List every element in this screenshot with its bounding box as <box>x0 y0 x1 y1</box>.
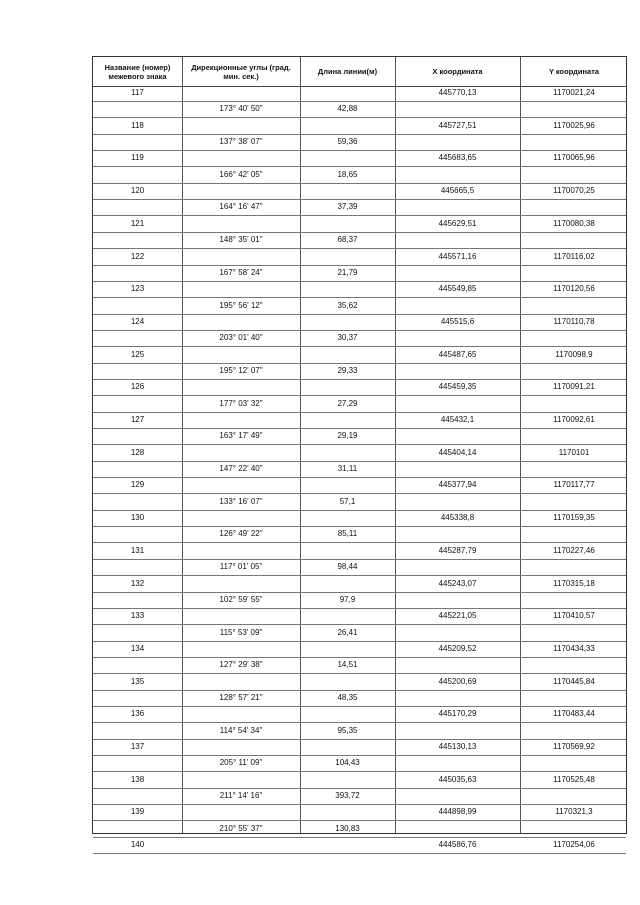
point-name: 131 <box>130 545 145 555</box>
row-divider <box>93 706 626 707</box>
segment-angle: 148° 35' 01" <box>219 235 263 245</box>
row-divider <box>93 346 626 347</box>
segment-length: 27,29 <box>337 398 358 408</box>
segment-angle: 166° 42' 05" <box>219 169 263 179</box>
segment-length: 26,41 <box>337 627 358 637</box>
point-y: 1170025,96 <box>553 120 595 130</box>
segment-angle: 126° 49' 22" <box>219 529 263 539</box>
point-y: 1170098,9 <box>555 349 593 359</box>
point-x: 445338,8 <box>440 513 475 523</box>
point-x: 445629,51 <box>438 218 477 228</box>
segment-angle: 115° 53' 09" <box>219 627 263 637</box>
row-divider <box>93 444 626 445</box>
point-y: 1170116,02 <box>553 251 595 261</box>
point-y: 1170110,78 <box>553 316 595 326</box>
row-divider <box>93 690 626 691</box>
row-divider <box>93 183 626 184</box>
row-divider <box>93 101 626 102</box>
point-y: 1170091,21 <box>553 382 595 392</box>
row-divider <box>93 820 626 821</box>
segment-length: 37,39 <box>337 202 358 212</box>
point-name: 119 <box>131 153 144 163</box>
row-divider <box>93 559 626 560</box>
point-y: 1170080,38 <box>553 218 595 228</box>
segment-angle: 195° 56' 12" <box>219 300 263 310</box>
point-name: 140 <box>130 840 145 850</box>
row-divider <box>93 755 626 756</box>
header-angle: Дирекционные углы (град. мин. сек.) <box>191 62 291 81</box>
row-divider <box>93 575 626 576</box>
row-divider <box>93 117 626 118</box>
segment-length: 42,88 <box>337 104 358 114</box>
segment-angle: 210° 55' 37" <box>219 823 263 833</box>
segment-angle: 137° 38' 07" <box>219 137 263 147</box>
row-divider <box>93 461 626 462</box>
segment-angle: 117° 01' 05" <box>219 562 263 572</box>
segment-length: 48,35 <box>337 692 358 702</box>
point-y: 1170445,84 <box>553 676 595 686</box>
row-divider <box>93 837 626 838</box>
segment-length: 35,62 <box>337 300 358 310</box>
point-x: 445487,65 <box>438 349 477 359</box>
point-x: 445683,65 <box>438 153 477 163</box>
row-divider <box>93 722 626 723</box>
point-name: 130 <box>130 513 145 523</box>
point-y: 1170021,24 <box>553 88 595 97</box>
segment-length: 21,79 <box>337 267 358 277</box>
segment-angle: 114° 54' 34" <box>219 725 263 735</box>
point-name: 127 <box>130 415 145 424</box>
point-y: 1170410,57 <box>553 611 595 621</box>
point-y: 1170070,25 <box>553 186 595 196</box>
segment-angle: 128° 57' 21" <box>219 692 263 702</box>
row-divider <box>93 265 626 266</box>
point-y: 1170120,56 <box>553 284 595 294</box>
point-name: 139 <box>130 807 145 817</box>
point-y: 1170117,77 <box>553 480 595 490</box>
row-divider <box>93 493 626 494</box>
point-name: 122 <box>130 251 145 261</box>
point-x: 444898,99 <box>438 807 477 817</box>
point-name: 125 <box>130 349 145 359</box>
segment-angle: 133° 16' 07" <box>219 496 263 506</box>
point-y: 1170159,35 <box>553 513 595 523</box>
row-divider <box>93 330 626 331</box>
row-divider <box>93 281 626 282</box>
row-divider <box>93 232 626 233</box>
point-name: 135 <box>130 676 145 686</box>
row-divider <box>93 428 626 429</box>
row-divider <box>93 379 626 380</box>
point-name: 129 <box>130 480 145 490</box>
segment-length: 97,9 <box>339 594 356 604</box>
point-x: 445515,6 <box>440 316 475 326</box>
point-name: 121 <box>130 218 145 228</box>
segment-length: 85,11 <box>337 529 358 539</box>
row-divider <box>93 771 626 772</box>
point-name: 137 <box>130 742 145 751</box>
point-name: 120 <box>130 186 145 196</box>
point-y: 1170092,61 <box>553 415 595 424</box>
segment-length: 59,36 <box>337 137 358 147</box>
row-divider <box>93 739 626 740</box>
header-name: Название (номер) межевого знака <box>104 62 171 81</box>
point-y: 1170315,18 <box>553 578 595 588</box>
point-x: 445770,13 <box>438 88 477 97</box>
segment-length: 57,1 <box>339 496 356 506</box>
point-y: 1170227,46 <box>553 545 595 555</box>
header-x: X координата <box>432 67 483 76</box>
point-name: 117 <box>131 88 144 97</box>
row-divider <box>93 624 626 625</box>
row-divider <box>93 199 626 200</box>
point-x: 444586,76 <box>438 840 477 850</box>
segment-angle: 163° 17' 49" <box>219 431 263 441</box>
header-y: Y координата <box>548 67 600 76</box>
point-x: 445243,07 <box>438 578 477 588</box>
point-name: 132 <box>130 578 145 588</box>
point-name: 133 <box>130 611 145 621</box>
row-divider <box>93 134 626 135</box>
point-x: 445549,85 <box>438 284 477 294</box>
point-x: 445035,63 <box>438 774 477 784</box>
point-name: 118 <box>131 120 144 130</box>
row-divider <box>93 297 626 298</box>
row-divider <box>93 314 626 315</box>
row-divider <box>93 788 626 789</box>
header-length: Длина линии(м) <box>317 67 378 76</box>
row-divider <box>93 542 626 543</box>
row-divider <box>93 166 626 167</box>
row-divider <box>93 592 626 593</box>
row-divider <box>93 657 626 658</box>
row-divider <box>93 412 626 413</box>
coordinates-table <box>92 56 627 850</box>
point-name: 138 <box>130 774 145 784</box>
point-x: 445209,52 <box>438 643 477 653</box>
table-body <box>93 57 626 850</box>
segment-length: 130,83 <box>335 823 360 833</box>
segment-length: 68,37 <box>337 235 358 245</box>
point-y: 1170254,06 <box>553 840 595 850</box>
point-y: 1170101 <box>558 447 590 457</box>
segment-angle: 195° 12' 07" <box>219 365 263 375</box>
segment-angle: 177° 03' 32" <box>219 398 263 408</box>
row-divider <box>93 150 626 151</box>
segment-length: 29,33 <box>337 365 358 375</box>
row-divider <box>93 853 626 854</box>
segment-angle: 173° 40' 50" <box>219 104 263 114</box>
row-divider <box>93 673 626 674</box>
point-y: 1170525,48 <box>553 774 595 784</box>
segment-angle: 203° 01' 40" <box>219 333 263 343</box>
segment-length: 29,19 <box>337 431 358 441</box>
point-x: 445432,1 <box>440 415 475 424</box>
row-divider <box>93 215 626 216</box>
segment-length: 18,65 <box>337 169 358 179</box>
point-y: 1170065,96 <box>553 153 595 163</box>
point-x: 445170,29 <box>438 709 477 719</box>
segment-length: 98,44 <box>337 562 358 572</box>
point-y: 1170483,44 <box>553 709 595 719</box>
point-x: 445200,69 <box>438 676 477 686</box>
row-divider <box>93 641 626 642</box>
point-x: 445221,05 <box>438 611 477 621</box>
segment-angle: 211° 14' 16" <box>219 791 263 801</box>
segment-angle: 167° 58' 24" <box>219 267 263 277</box>
point-name: 134 <box>130 643 145 653</box>
segment-length: 393,72 <box>335 791 360 801</box>
row-divider <box>93 510 626 511</box>
row-divider <box>93 804 626 805</box>
row-divider <box>93 526 626 527</box>
segment-angle: 205° 11' 09" <box>219 758 263 768</box>
segment-angle: 147° 22' 40" <box>219 464 263 474</box>
segment-length: 30,37 <box>337 333 358 343</box>
segment-length: 104,43 <box>335 758 360 768</box>
point-y: 1170434,33 <box>553 643 595 653</box>
point-x: 445459,35 <box>438 382 477 392</box>
segment-length: 31,11 <box>337 464 358 474</box>
point-name: 124 <box>130 316 145 326</box>
segment-angle: 164° 16' 47" <box>219 202 263 212</box>
row-divider <box>93 395 626 396</box>
segment-angle: 102° 59' 55" <box>219 594 263 604</box>
segment-angle: 127° 29' 38" <box>219 660 263 670</box>
point-name: 136 <box>130 709 145 719</box>
point-x: 445130,13 <box>438 742 477 751</box>
point-x: 445377,94 <box>438 480 477 490</box>
point-x: 445665,5 <box>440 186 475 196</box>
point-x: 445404,14 <box>438 447 477 457</box>
segment-length: 14,51 <box>337 660 358 670</box>
row-divider <box>93 477 626 478</box>
point-name: 128 <box>130 447 145 457</box>
row-divider <box>93 248 626 249</box>
segment-length: 95,35 <box>337 725 358 735</box>
row-divider <box>93 608 626 609</box>
point-x: 445287,79 <box>438 545 477 555</box>
point-y: 1170569,92 <box>553 742 595 751</box>
point-name: 126 <box>130 382 145 392</box>
point-name: 123 <box>130 284 145 294</box>
point-x: 445727,51 <box>438 120 477 130</box>
point-x: 445571,16 <box>438 251 477 261</box>
point-y: 1170321,3 <box>555 807 593 817</box>
row-divider <box>93 363 626 364</box>
